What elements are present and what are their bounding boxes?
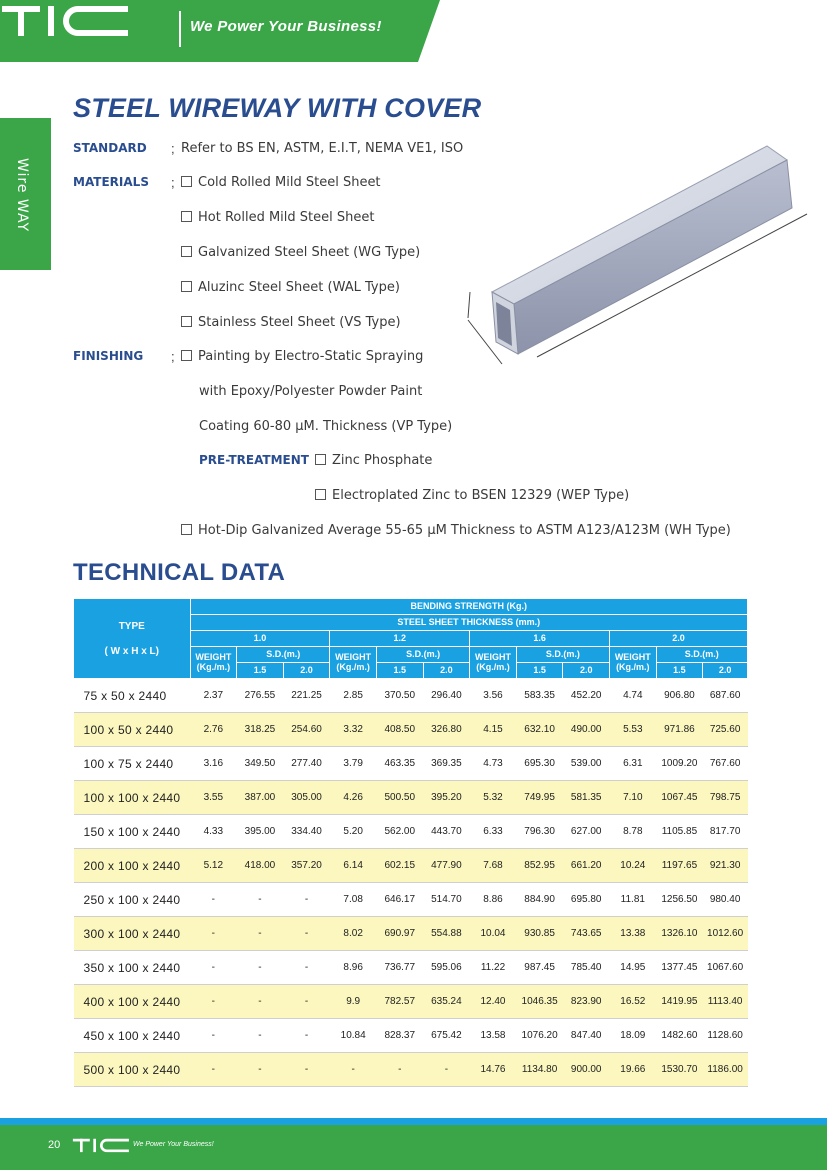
- table-row: [74, 815, 748, 849]
- table-cell: 971.86: [656, 713, 703, 747]
- table-cell: 1377.45: [656, 951, 703, 985]
- table-cell: 14.95: [610, 951, 657, 985]
- table-cell: -: [283, 1053, 330, 1087]
- table-cell: 687.60: [703, 679, 748, 713]
- checkbox-icon: [181, 211, 192, 222]
- table-cell: 357.20: [283, 849, 330, 883]
- table-cell: 418.00: [237, 849, 284, 883]
- sd-sub-header: 2.0: [283, 663, 330, 679]
- table-cell: -: [237, 985, 284, 1019]
- table-cell: 16.52: [610, 985, 657, 1019]
- table-cell: 7.10: [610, 781, 657, 815]
- sd-sub-header: 2.0: [423, 663, 470, 679]
- table-cell: 221.25: [283, 679, 330, 713]
- type-cell: 100 x 50 x 2440: [74, 713, 191, 747]
- table-cell: 4.33: [190, 815, 237, 849]
- type-header: TYPE ( W x H x L): [74, 599, 191, 679]
- table-cell: 4.15: [470, 713, 517, 747]
- table-cell: -: [283, 1019, 330, 1053]
- table-cell: 10.24: [610, 849, 657, 883]
- table-cell: -: [237, 917, 284, 951]
- standard-label: STANDARD: [73, 141, 147, 155]
- table-cell: -: [237, 1053, 284, 1087]
- table-cell: 581.35: [563, 781, 610, 815]
- table-cell: 1009.20: [656, 747, 703, 781]
- table-cell: 635.24: [423, 985, 470, 1019]
- semicolon: ;: [171, 349, 175, 364]
- table-cell: 3.32: [330, 713, 377, 747]
- table-cell: -: [190, 917, 237, 951]
- wireway-product-image: [462, 142, 817, 372]
- weight-header: WEIGHT (Kg./m.): [190, 647, 237, 679]
- table-cell: 884.90: [516, 883, 563, 917]
- table-cell: 595.06: [423, 951, 470, 985]
- table-cell: 1046.35: [516, 985, 563, 1019]
- table-cell: 695.80: [563, 883, 610, 917]
- weight-header: WEIGHT (Kg./m.): [610, 647, 657, 679]
- table-cell: 12.40: [470, 985, 517, 1019]
- sd-header: S.D.(m.): [376, 647, 469, 663]
- table-cell: 500.50: [376, 781, 423, 815]
- table-cell: 296.40: [423, 679, 470, 713]
- checkbox-icon: [315, 489, 326, 500]
- table-cell: 2.85: [330, 679, 377, 713]
- table-cell: 5.12: [190, 849, 237, 883]
- table-cell: 305.00: [283, 781, 330, 815]
- table-cell: 11.81: [610, 883, 657, 917]
- table-cell: 3.55: [190, 781, 237, 815]
- table-cell: 749.95: [516, 781, 563, 815]
- table-cell: 443.70: [423, 815, 470, 849]
- table-cell: 1105.85: [656, 815, 703, 849]
- table-cell: 395.00: [237, 815, 284, 849]
- table-cell: 900.00: [563, 1053, 610, 1087]
- table-cell: 326.80: [423, 713, 470, 747]
- sd-header: S.D.(m.): [237, 647, 330, 663]
- type-cell: 400 x 100 x 2440: [74, 985, 191, 1019]
- table-cell: 277.40: [283, 747, 330, 781]
- table-cell: 5.32: [470, 781, 517, 815]
- table-cell: 539.00: [563, 747, 610, 781]
- table-cell: 19.66: [610, 1053, 657, 1087]
- table-cell: 930.85: [516, 917, 563, 951]
- checkbox-icon: [315, 454, 326, 465]
- semicolon: ;: [171, 141, 175, 156]
- table-cell: -: [283, 985, 330, 1019]
- table-cell: 408.50: [376, 713, 423, 747]
- table-cell: 798.75: [703, 781, 748, 815]
- table-cell: 1113.40: [703, 985, 748, 1019]
- table-cell: 2.37: [190, 679, 237, 713]
- table-row: [74, 679, 748, 713]
- table-cell: 14.76: [470, 1053, 517, 1087]
- checkbox-icon: [181, 316, 192, 327]
- table-cell: -: [237, 951, 284, 985]
- table-cell: 370.50: [376, 679, 423, 713]
- table-cell: 254.60: [283, 713, 330, 747]
- table-cell: 334.40: [283, 815, 330, 849]
- table-cell: 11.22: [470, 951, 517, 985]
- type-cell: 500 x 100 x 2440: [74, 1053, 191, 1087]
- table-cell: 452.20: [563, 679, 610, 713]
- table-cell: 3.56: [470, 679, 517, 713]
- thickness-header: 2.0: [610, 631, 748, 647]
- standard-value: Refer to BS EN, ASTM, E.I.T, NEMA VE1, ISO: [181, 141, 464, 156]
- finishing-line: Coating 60-80 µM. Thickness (VP Type): [199, 419, 453, 434]
- table-body: [74, 679, 748, 1087]
- table-cell: 675.42: [423, 1019, 470, 1053]
- table-cell: -: [190, 1053, 237, 1087]
- table-cell: 1012.60: [703, 917, 748, 951]
- table-cell: 1482.60: [656, 1019, 703, 1053]
- technical-data-title: TECHNICAL DATA: [73, 559, 286, 586]
- table-cell: 847.40: [563, 1019, 610, 1053]
- table-cell: 318.25: [237, 713, 284, 747]
- table-cell: 627.00: [563, 815, 610, 849]
- material-item: Galvanized Steel Sheet (WG Type): [181, 245, 420, 260]
- table-cell: 4.73: [470, 747, 517, 781]
- section-side-tab: [0, 118, 51, 270]
- table-row: [74, 1019, 748, 1053]
- table-cell: 823.90: [563, 985, 610, 1019]
- table-cell: -: [283, 917, 330, 951]
- table-cell: 767.60: [703, 747, 748, 781]
- table-cell: 1186.00: [703, 1053, 748, 1087]
- table-row: [74, 951, 748, 985]
- table-cell: 1067.45: [656, 781, 703, 815]
- table-cell: 583.35: [516, 679, 563, 713]
- pretreatment-item: Zinc Phosphate: [315, 453, 432, 468]
- checkbox-icon: [181, 281, 192, 292]
- table-cell: 785.40: [563, 951, 610, 985]
- table-cell: 1256.50: [656, 883, 703, 917]
- table-cell: 1530.70: [656, 1053, 703, 1087]
- table-cell: 6.31: [610, 747, 657, 781]
- table-cell: 632.10: [516, 713, 563, 747]
- table-cell: -: [283, 951, 330, 985]
- tic-logo-icon: [0, 0, 135, 40]
- table-row: [74, 985, 748, 1019]
- table-cell: 921.30: [703, 849, 748, 883]
- material-item: Stainless Steel Sheet (VS Type): [181, 315, 401, 330]
- table-cell: 7.08: [330, 883, 377, 917]
- sd-sub-header: 2.0: [563, 663, 610, 679]
- type-cell: 250 x 100 x 2440: [74, 883, 191, 917]
- material-item: Hot Rolled Mild Steel Sheet: [181, 210, 374, 225]
- table-cell: 1134.80: [516, 1053, 563, 1087]
- type-cell: 75 x 50 x 2440: [74, 679, 191, 713]
- table-cell: 1326.10: [656, 917, 703, 951]
- table-cell: 690.97: [376, 917, 423, 951]
- table-cell: -: [190, 1019, 237, 1053]
- finishing-line: with Epoxy/Polyester Powder Paint: [199, 384, 423, 399]
- table-cell: -: [423, 1053, 470, 1087]
- table-cell: 736.77: [376, 951, 423, 985]
- sd-sub-header: 1.5: [237, 663, 284, 679]
- type-cell: 100 x 100 x 2440: [74, 781, 191, 815]
- table-cell: -: [283, 883, 330, 917]
- table-cell: 562.00: [376, 815, 423, 849]
- side-tab-label: Wire WAY: [14, 158, 30, 233]
- table-cell: 463.35: [376, 747, 423, 781]
- table-cell: 980.40: [703, 883, 748, 917]
- table-cell: 602.15: [376, 849, 423, 883]
- table-cell: 661.20: [563, 849, 610, 883]
- table-cell: 4.26: [330, 781, 377, 815]
- semicolon: ;: [171, 175, 175, 190]
- type-cell: 200 x 100 x 2440: [74, 849, 191, 883]
- type-cell: 300 x 100 x 2440: [74, 917, 191, 951]
- checkbox-icon: [181, 524, 192, 535]
- table-cell: 852.95: [516, 849, 563, 883]
- table-cell: 349.50: [237, 747, 284, 781]
- sd-sub-header: 1.5: [516, 663, 563, 679]
- material-item: Cold Rolled Mild Steel Sheet: [181, 175, 381, 190]
- table-cell: 1128.60: [703, 1019, 748, 1053]
- pretreatment-item: Electroplated Zinc to BSEN 12329 (WEP Type): [315, 488, 629, 503]
- thickness-header: 1.0: [190, 631, 330, 647]
- sheet-thickness-header: STEEL SHEET THICKNESS (mm.): [190, 615, 747, 631]
- table-cell: -: [190, 883, 237, 917]
- page-header: [0, 0, 827, 62]
- sd-sub-header: 2.0: [703, 663, 748, 679]
- table-cell: 1419.95: [656, 985, 703, 1019]
- finishing-label: FINISHING: [73, 349, 144, 363]
- table-cell: 10.84: [330, 1019, 377, 1053]
- sd-sub-header: 1.5: [376, 663, 423, 679]
- table-cell: 8.78: [610, 815, 657, 849]
- checkbox-icon: [181, 176, 192, 187]
- table-cell: 490.00: [563, 713, 610, 747]
- footer-tagline: We Power Your Business!: [133, 1141, 214, 1148]
- checkbox-icon: [181, 350, 192, 361]
- material-item: Aluzinc Steel Sheet (WAL Type): [181, 280, 400, 295]
- table-cell: 8.86: [470, 883, 517, 917]
- table-cell: -: [190, 951, 237, 985]
- table-row: [74, 849, 748, 883]
- type-cell: 350 x 100 x 2440: [74, 951, 191, 985]
- table-cell: 13.58: [470, 1019, 517, 1053]
- thickness-header: 1.6: [470, 631, 610, 647]
- type-cell: 150 x 100 x 2440: [74, 815, 191, 849]
- table-cell: 369.35: [423, 747, 470, 781]
- sd-header: S.D.(m.): [656, 647, 747, 663]
- table-cell: 1076.20: [516, 1019, 563, 1053]
- table-cell: 13.38: [610, 917, 657, 951]
- table-cell: 395.20: [423, 781, 470, 815]
- technical-data-table: [73, 598, 748, 1087]
- finishing-item: Painting by Electro-Static Spraying: [181, 349, 423, 364]
- tic-footer-logo-icon: [72, 1136, 132, 1154]
- type-cell: 450 x 100 x 2440: [74, 1019, 191, 1053]
- table-cell: 6.14: [330, 849, 377, 883]
- table-row: [74, 883, 748, 917]
- type-cell: 100 x 75 x 2440: [74, 747, 191, 781]
- table-cell: 18.09: [610, 1019, 657, 1053]
- table-cell: 8.96: [330, 951, 377, 985]
- table-cell: 6.33: [470, 815, 517, 849]
- table-cell: 5.53: [610, 713, 657, 747]
- page-title: STEEL WIREWAY WITH COVER: [73, 93, 482, 123]
- table-cell: 7.68: [470, 849, 517, 883]
- table-cell: 10.04: [470, 917, 517, 951]
- table-cell: -: [376, 1053, 423, 1087]
- table-cell: 646.17: [376, 883, 423, 917]
- table-cell: 9.9: [330, 985, 377, 1019]
- table-cell: -: [237, 883, 284, 917]
- table-row: [74, 917, 748, 951]
- table-cell: 782.57: [376, 985, 423, 1019]
- table-row: [74, 1053, 748, 1087]
- header-separator: [179, 11, 181, 47]
- bending-strength-header: BENDING STRENGTH (Kg.): [190, 599, 747, 615]
- header-tagline: We Power Your Business!: [190, 18, 382, 35]
- table-cell: 5.20: [330, 815, 377, 849]
- table-row: [74, 781, 748, 815]
- table-cell: 477.90: [423, 849, 470, 883]
- table-cell: 743.65: [563, 917, 610, 951]
- footer-blue-stripe: [0, 1118, 827, 1125]
- table-cell: 1067.60: [703, 951, 748, 985]
- table-cell: 276.55: [237, 679, 284, 713]
- table-cell: 828.37: [376, 1019, 423, 1053]
- table-cell: 987.45: [516, 951, 563, 985]
- table-cell: -: [237, 1019, 284, 1053]
- table-cell: 796.30: [516, 815, 563, 849]
- table-cell: 725.60: [703, 713, 748, 747]
- table-cell: 817.70: [703, 815, 748, 849]
- weight-header: WEIGHT (Kg./m.): [470, 647, 517, 679]
- table-cell: 514.70: [423, 883, 470, 917]
- table-row: [74, 713, 748, 747]
- table-cell: -: [330, 1053, 377, 1087]
- table-cell: 4.74: [610, 679, 657, 713]
- thickness-header: 1.2: [330, 631, 470, 647]
- table-cell: 8.02: [330, 917, 377, 951]
- table-cell: 554.88: [423, 917, 470, 951]
- table-cell: -: [190, 985, 237, 1019]
- materials-label: MATERIALS: [73, 175, 149, 189]
- weight-header: WEIGHT (Kg./m.): [330, 647, 377, 679]
- pretreatment-label: PRE-TREATMENT: [199, 453, 309, 467]
- table-cell: 695.30: [516, 747, 563, 781]
- hot-dip-item: Hot-Dip Galvanized Average 55-65 µM Thickness to ASTM A123/A123M (WH Type): [181, 523, 731, 538]
- sd-sub-header: 1.5: [656, 663, 703, 679]
- page-number: 20: [48, 1139, 61, 1151]
- table-cell: 3.16: [190, 747, 237, 781]
- sd-header: S.D.(m.): [516, 647, 609, 663]
- checkbox-icon: [181, 246, 192, 257]
- table-cell: 3.79: [330, 747, 377, 781]
- table-cell: 906.80: [656, 679, 703, 713]
- table-cell: 1197.65: [656, 849, 703, 883]
- table-cell: 2.76: [190, 713, 237, 747]
- table-row: [74, 747, 748, 781]
- table-cell: 387.00: [237, 781, 284, 815]
